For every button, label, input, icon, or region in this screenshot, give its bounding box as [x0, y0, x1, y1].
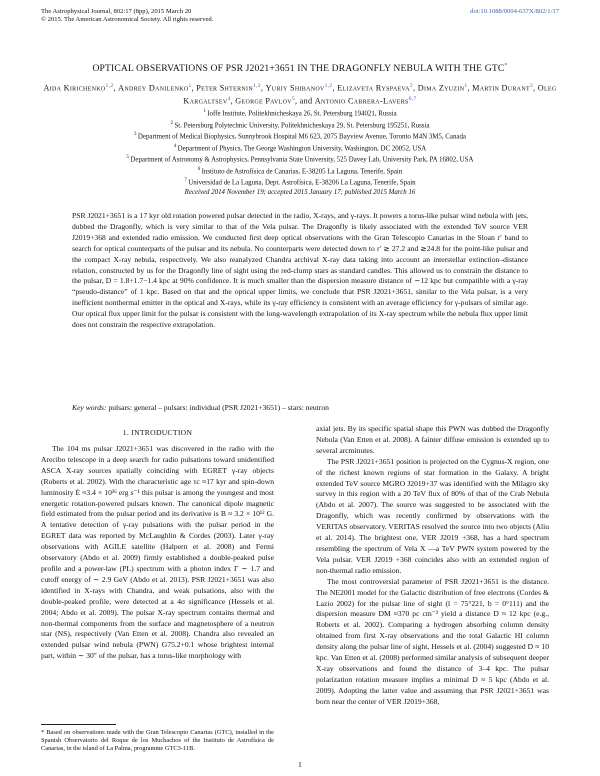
author-separator: , [332, 83, 338, 93]
received-dates: Received 2014 November 19; accepted 2015 January 17; published 2015 March 16 [184, 188, 416, 196]
footnote-rule [41, 724, 116, 725]
section-heading-introduction: 1. INTRODUCTION [122, 428, 193, 437]
intro-paragraph-3: The most controversial parameter of PSR J2021+3651 is the distance. The NE2001 model for the Galactic distribution of free electrons (Cordes & Lazio 2002) for the pulsar line of sight (l = 75°221, b = 0°111) and the dispersion measure DM ≈370 pc cm⁻³ yield a distance D ≈ 12 kpc (e.g., Roberts et al. 2002). Comparing a hydrogen absorbing column density obtained from first X-ray observations and the total Galactic HI column density along the pulsar line of sight, Hessels et al. (2004) suggested D ≈ 10 kpc. Van Etten et al. (2008) performed similar analysis of subsequent deeper X-ray observations and found the distance of 3–4 kpc. The pulsar polarization rotation measure implies a minimal D ≈ 5 kpc (Abdo et al. 2009). Adopting the latter value and assuming that PSR J2021+3651 was born near the center of VER J2019+368, [316, 576, 549, 706]
page-number: 1 [298, 760, 302, 769]
intro-paragraph-2: The PSR J2021+3651 position is projected on the Cygnus-X region, one of the richest known regions of star formation in the Galaxy. A bright extended TeV source MGRO J2019+37 was identified with the Milagro sky survey in this region with a 20 TeV flux of 80% of that of the Crab Nebula (Abdo et al. 2007). The source was suggested to be associated with the Dragonfly, which was recently confirmed by observations with the VERITAS observatory. VERITAS resolved the source into two objects (Aliu et al. 2014). The brightest one, VER J2019 +368, has a hard spectrum resembling the spectrum of Vela X —a TeV PWN system powered by the Vela pulsar. VER J2019 +368 coincides also with an extended region of non-thermal radio emission. [316, 456, 549, 575]
author-name: Andrey Danilenko [118, 83, 189, 93]
author-separator: , [533, 83, 538, 93]
keywords-text: pulsars: general – pulsars: individual (PSR J2021+3651) – stars: neutron [108, 403, 329, 412]
affiliation-1: $^1$ Ioffe Institute, Politekhnicheskaya 26, St. Petersburg 194021, Russia [203, 109, 397, 118]
author-affiliation-mark[interactable]: 1,2 [252, 83, 261, 89]
author-separator: , [230, 96, 236, 106]
affiliation-7: $^7$ Universidad de La Laguna, Dept. Astrofísica, E-38206 La Laguna, Tenerife, Spain [184, 178, 416, 187]
doi-link[interactable]: doi:10.1088/0004-637X/802/1/17 [470, 8, 559, 15]
author-separator: , [260, 83, 266, 93]
author-separator: , [113, 83, 119, 93]
affiliation-list [40, 107, 560, 197]
right-column [316, 424, 549, 708]
author-separator: , [191, 83, 197, 93]
affiliation-6: $^6$ Instituto de Astrofísica de Canarias, E-38205 La Laguna, Tenerife, Spain [197, 166, 403, 176]
keywords-label: Key words: [72, 403, 107, 412]
author-name: Antonio Cabrera-Lavers [314, 96, 409, 106]
author-name: Dima Zyuzin [417, 83, 465, 93]
author-separator: , [413, 83, 418, 93]
running-header [41, 8, 213, 24]
affiliation-5: $^5$ Department of Astronomy & Astrophysics, Pennsylvania State University, 525 Davey Lab, University Park, PA 16802, USA [126, 155, 474, 164]
author-separator: , and [295, 96, 315, 106]
author-affiliation-mark[interactable]: 1 [188, 83, 192, 89]
affiliation-4: $^4$ Department of Physics, The George Washington University, Washington, DC 20052, USA [173, 143, 427, 152]
author-name: Aida Kirichenko [43, 83, 106, 93]
author-separator: , [467, 83, 473, 93]
intro-paragraph-1-cont: axial jets. By its specific spatial shape this PWN was dubbed the Dragonfly Nebula (Van Etten et al. 2008). A fainter diffuse emission is extended up to several arcminutes. [316, 424, 549, 455]
paper-title-text: OPTICAL OBSERVATIONS OF PSR J2021+3651 IN THE DRAGONFLY NEBULA WITH THE GTC [92, 63, 505, 75]
title-footnote-mark[interactable]: * [504, 63, 508, 69]
author-name: Yuriy Shibanov [265, 83, 325, 93]
author-name: Peter Shternin [196, 83, 253, 93]
author-affiliation-mark[interactable]: 5 [291, 96, 296, 103]
author-affiliation-mark[interactable]: 1 [464, 83, 468, 89]
author-affiliation-mark[interactable]: 1,2 [324, 83, 333, 89]
author-list [40, 81, 560, 107]
paper-title [20, 63, 580, 74]
author-name: Elizaveta Ryspaeva [337, 83, 410, 93]
journal-line: The Astrophysical Journal, 802:17 (8pp), 2015 March 20 [41, 8, 192, 15]
author-name: Martin Durant [472, 83, 530, 93]
affiliation-2: $^2$ St. Petersburg Polytechnic University, Politekhnicheskaya 29, St. Petersburg 195251, Russia [170, 120, 430, 129]
footnote: * Based on observations made with the Gran Telescopio Canarias (GTC), installed in the Spanish Observatorio del Roque de los Muchachos of the Instituto de Astrofísica de Canarias, in the island of La Palma, programme GTC3-11B. [41, 729, 274, 753]
author-affiliation-mark[interactable]: 4 [227, 96, 231, 103]
keywords [72, 403, 528, 414]
author-affiliation-mark[interactable]: 2 [409, 83, 414, 89]
left-column [41, 444, 274, 662]
author-affiliation-mark[interactable]: 6,7 [408, 96, 417, 103]
abstract: PSR J2021+3651 is a 17 kyr old rotation powered pulsar detected in the radio, X-rays, and γ-rays. It powers a torus-like pulsar wind nebula with jets, dubbed the Dragonfly, which is very similar to that of the Vela pulsar. The Dragonfly is likely associated with the extended TeV source VER J2019+368 and extended radio emission. We conducted first deep optical observations with the Gran Telescopio Canarias in the Sloan r′ band to search for optical counterparts of the pulsar and its nebula. No counterparts were detected down to r′ ≳ 27.2 and ≳24.8 for the point-like pulsar and the compact X-ray nebula, respectively. We also reanalyzed Chandra archival X-ray data taking into account an interstellar extinction–distance relation, constructed by us for the Dragonfly line of sight using the red-clump stars as standard candles. This allowed us to constrain the distance to the pulsar, D = 1.8+1.7−1.4 kpc at 90% confidence. It is much smaller than the dispersion measure distance of ∼12 kpc but compatible with a γ-ray “pseudo-distance” of 1 kpc. Based on that and the optical upper limits, we conclude that PSR J2021+3651, similar to the Vela pulsar, is a very inefficient nonthermal emitter in the optical and X-rays, while its γ-ray efficiency is consistent with an average efficiency for γ-pulsars of similar age. Our optical flux upper limit for the pulsar is consistent with the long-wavelength extrapolation of its X-ray spectrum while the nebula flux upper limit does not constrain the respective extrapolation. [72, 211, 528, 330]
affiliation-3: $^3$ Department of Medical Biophysics, Sunnybrook Hospital M6 623, 2075 Bayview Avenue, Toronto M4N 3M5, Canada [134, 132, 466, 141]
author-name: George Pavlov [235, 96, 292, 106]
author-affiliation-mark[interactable]: 3 [529, 83, 534, 89]
author-name: Oleg Kargaltsev [183, 83, 557, 106]
author-affiliation-mark[interactable]: 1,2 [105, 83, 114, 89]
intro-paragraph-1: The 104 ms pulsar J2021+3651 was discovered in the radio with the Arecibo telescope in a deep search for radio pulsations toward unidentified ASCA X-ray sources spatially coinciding with EGRET γ-ray objects (Roberts et al. 2002). With the characteristic age τc ≈17 kyr and spin-down luminosity Ė ≈3.4 × 10³⁶ erg s⁻¹ this pulsar is among the youngest and most energetic rotation-powered pulsars known. The canonical dipole magnetic field estimated from the pulsar period and its derivative is B ≈ 3.2 × 10¹² G. A tentative detection of γ-ray pulsations with the pulsar period in the EGRET data was reported by McLaughlin & Cordes (2003). Later γ-ray observations with AGILE satellite (Halpern et al. 2008) and Fermi observatory (Abdo et al. 2009) firmly established a double-peaked pulse profile and a power-law (PL) spectrum with a photon index Γ ∼ 1.7 and cutoff energy of ∼ 2.9 GeV (Abdo et al. 2013). PSR J2021+3651 was also identified in X-rays with Chandra, and weak pulsations, also with the double-peaked profile, were detected at a 4σ significance (Hessels et al. 2004; Abdo et al. 2009). The pulsar X-ray spectrum contains thermal and non-thermal components from the surface and magnetosphere of a neutron star (NS), respectively (Van Etten et al. 2008). Chandra also revealed an extended pulsar wind nebula (PWN) G75.2+0.1 whose brightest internal part, within ∼ 30″ of the pulsar, has a torus-like morphology with [41, 444, 274, 661]
copyright-line: © 2015. The American Astronomical Society. All rights reserved. [41, 16, 214, 24]
